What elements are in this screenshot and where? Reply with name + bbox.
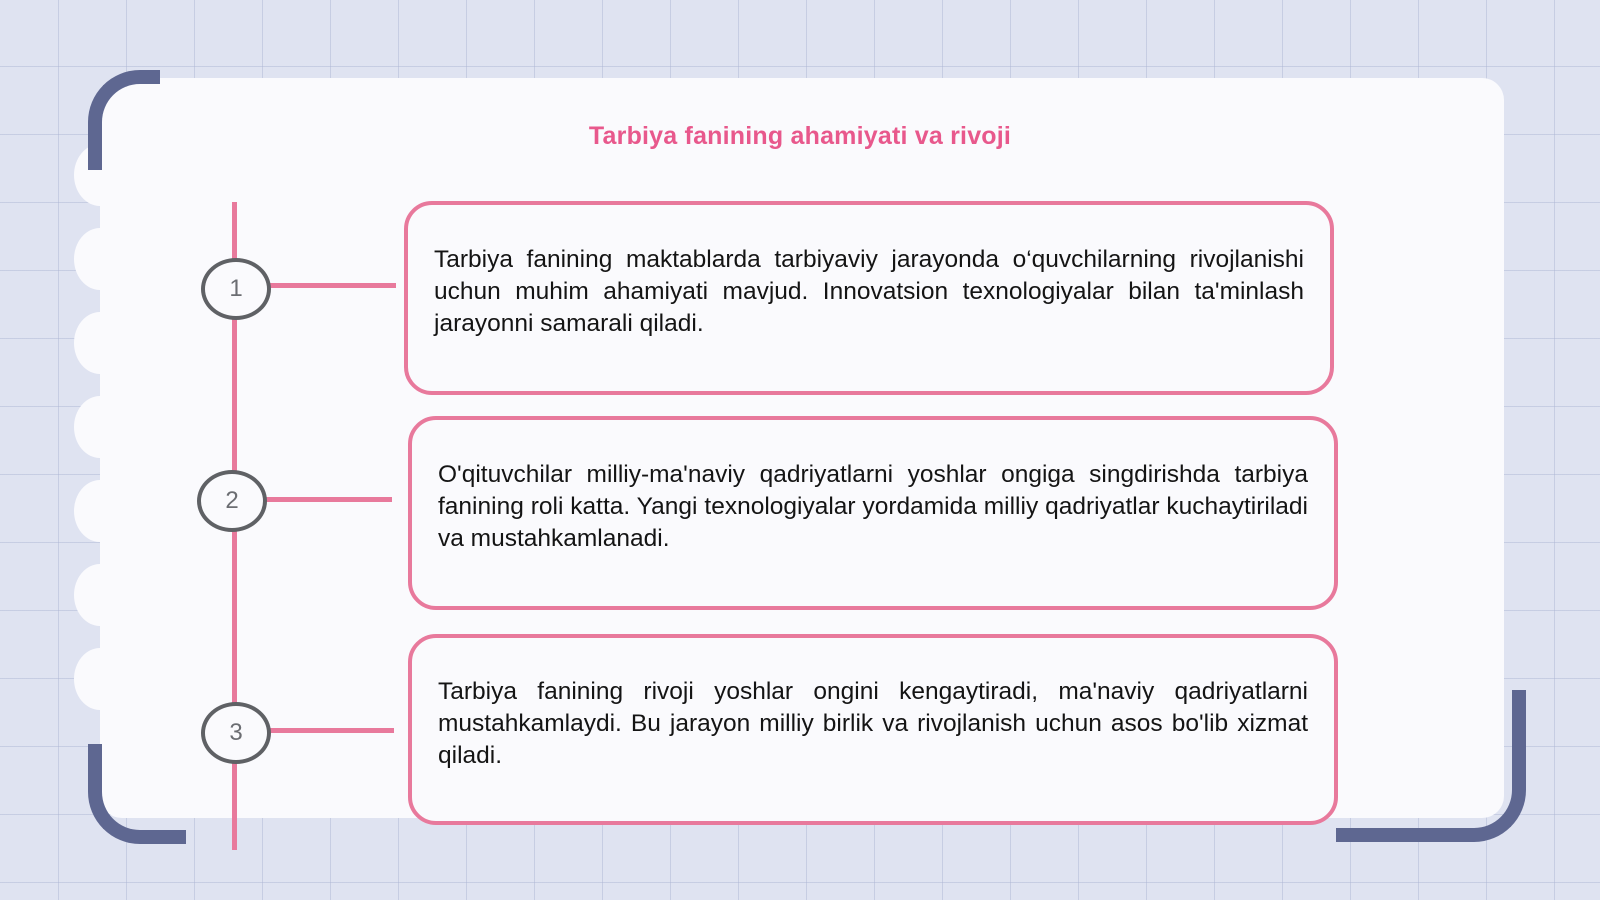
step-2-box <box>408 416 1338 610</box>
step-1-box <box>404 201 1334 395</box>
step-1-connector <box>264 283 396 288</box>
slide-title: Tarbiya fanining ahamiyati va rivoji <box>588 122 1012 150</box>
card-scallop <box>74 396 126 458</box>
step-3-text: Tarbiya fanining rivoji yoshlar ongini kengaytiradi, ma'naviy qadriyatlarni mustahkamlaydi. Bu jarayon milliy birlik va rivojlanish uchun asos bo'lib xizmat qiladi. <box>438 677 1308 769</box>
corner-bracket-top-left <box>88 70 160 170</box>
card-scallop <box>74 312 126 374</box>
step-1-text: Tarbiya fanining maktablarda tarbiyaviy jarayonda o‘quvchilarning rivojlanishi uchun muhim ahamiyati mavjud. Innovatsion texnologiyalar bilan ta'minlash jarayonni samarali qiladi. <box>434 246 1304 337</box>
card-scallop <box>74 228 126 290</box>
step-3-connector <box>264 728 394 733</box>
card-scallop <box>74 480 126 542</box>
step-number: 1 <box>229 275 243 302</box>
card-scallop <box>74 648 126 710</box>
corner-bracket-bottom-left <box>88 744 186 844</box>
step-number: 3 <box>229 719 243 746</box>
step-2-number-badge <box>197 470 267 532</box>
step-2-connector <box>260 497 392 502</box>
step-3-number-badge <box>201 702 271 764</box>
step-number: 2 <box>225 487 239 514</box>
corner-bracket-bottom-right <box>1336 690 1526 842</box>
step-3-box <box>408 634 1338 825</box>
step-1-number-badge <box>201 258 271 320</box>
step-2-text: O'qituvchilar milliy-ma'naviy qadriyatlarni yoshlar ongiga singdirishda tarbiya fanining roli katta. Yangi texnologiyalar yordamida milliy qadriyatlar kuchaytiriladi va mustahkamlanadi. <box>438 461 1308 552</box>
card-scallop <box>74 564 126 626</box>
